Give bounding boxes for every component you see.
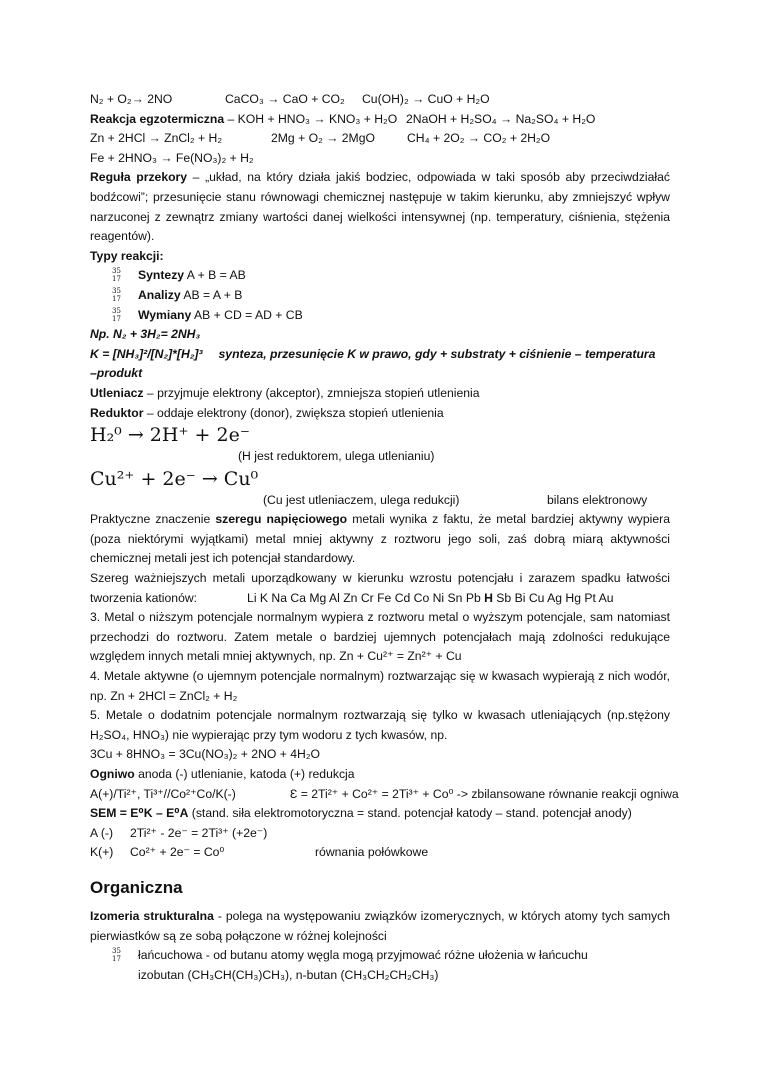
cathode-half-reaction: K(+) Co²⁺ + 2e⁻ = Co⁰ równania połówkowe [90,845,429,860]
equilibrium-constant: K = [NH₃]²/[N₂]*[H₂]³ synteza, przesunięcie K w prawo, gdy + substraty + ciśnienie – temperatura [90,346,656,361]
list-item: 35 17 Wymiany AB + CD = AD + CB [90,306,670,326]
sem-definition: SEM = E⁰K – E⁰A (stand. siła elektromotoryczna = stand. potencjał katody – stand. potencjał anody) [90,806,632,821]
equation: Fe + 2HNO₃ → Fe(NO₃)₂ + H₂ [90,150,254,165]
cell-scheme: A(+)/Ti²⁺, Ti³⁺//Co²⁺Co/K(-) Ɛ = 2Ti²⁺ + Co²⁺ = 2Ti³⁺ + Co⁰ -> zbilansowane równanie reakcji ogniwa [90,786,679,801]
cell-definition: Ogniwo anoda (-) utlenianie, katoda (+) redukcja [90,767,355,781]
bullet-icon: 35 17 [112,306,121,323]
equations-row-1 [90,90,670,110]
equation: 2Mg + O₂ → 2MgO [271,131,375,146]
equation: 2NaOH + H₂SO₄ → Na₂SO₄ + H₂O [406,111,596,126]
bullet-icon: 35 17 [112,947,121,964]
series-paragraph-2: Szereg ważniejszych metali uporządkowany w kierunku wzrostu potencjału i zarazem spadku łatwości tworzenia kationów: Li K Na Ca Mg Al Zn Cr Fe Cd Co Ni Sn Pb H Sb Bi Cu Ag Hg Pt Au [90,571,670,605]
document-page [90,90,679,985]
series-paragraph-5: 5. Metale o dodatnim potencjale normalnym roztwarzają się tylko w kwasach utleniających (np.stężony H₂SO₄, HNO₃) nie wypierając przy tym wodoru z tych kwasów, np. [90,708,670,742]
section-heading: Organiczna [90,877,183,897]
half-reaction-2: Cu²⁺ + 2e⁻ → Cu⁰ [90,467,259,490]
equation: CaCO₃ → CaO + CO₂ [225,92,345,106]
half-reaction-1-note: (H jest reduktorem, ulega utlenianiu) [238,449,435,464]
list-item: 35 17 Analizy AB = A + B [90,286,670,306]
reducer-definition: Reduktor – oddaje elektrony (donor), zwiększa stopień utlenienia [90,405,444,420]
half-reaction-1: H₂⁰ → 2H⁺ + 2e⁻ [90,424,250,447]
equation: – KOH + HNO₃ → KNO₃ + H₂O [224,111,398,126]
equations-row-4 [90,149,670,169]
series-equation: 3Cu + 8HNO₃ = 3Cu(NO₃)₂ + 2NO + 4H₂O [90,747,321,762]
types-heading: Typy reakcji: [90,248,164,263]
equation: Zn + 2HCl → ZnCl₂ + H₂ [90,131,223,146]
list-item: 35 17 Syntezy A + B = AB [90,266,670,286]
bullet-icon: 35 17 [112,267,121,284]
rule-paragraph [90,168,670,246]
series-paragraph-3: 3. Metal o niższym potencjale normalnym wypiera z roztworu metal o wyższym potencjale, sam natomiast przechodzi do roztworu. Zatem metale o bardziej ujemnych potencjałach mają zdolności redukujące względem innych metali mniej aktywnych, np. Zn + Cu²⁺ = Zn²⁺ + Cu [90,610,670,664]
anode-half-reaction: A (-) 2Ti²⁺ - 2e⁻ = 2Ti³⁺ (+2e⁻) [90,825,268,840]
oxidizer-definition: Utleniacz – przyjmuje elektrony (akceptor), zmniejsza stopień utlenienia [90,385,480,400]
chain-example: izobutan (CH₃CH(CH₃)CH₃), n-butan (CH₃CH₂CH₂CH₃) [138,967,439,982]
series-paragraph-4: 4. Metale aktywne (o ujemnym potencjale normalnym) roztwarzając się w kwasach wypierają z nich wodór, np. Zn + 2HCl = ZnCl₂ + H₂ [90,669,670,703]
example-np: Np. N₂ + 3H₂= 2NH₃ [90,327,201,342]
equations-row-3 [90,129,670,149]
equations-row-2 [90,110,670,130]
term-label: Reguła przekory [90,170,188,185]
series-paragraph-1: Praktyczne znaczenie szeregu napięciowego metali wynika z faktu, że metal bardziej aktywny wypiera (poza niektórymi wyjątkami) metal mniej aktywny z roztworu jego soli, zaś dobrą miarą aktywności chemicznej metali jest ich potencjał standardowy. [90,512,670,566]
example-note: –produkt [90,366,143,381]
equation: N₂ + O₂→ 2NO [90,92,173,106]
half-reaction-2-note: (Cu jest utleniaczem, ulega redukcji) bilans elektronowy [263,492,648,507]
equation: CH₄ + 2O₂ → CO₂ + 2H₂O [407,131,551,146]
equation: Cu(OH)₂ → CuO + H₂O [362,92,490,106]
paragraph-text: – „układ, na który działa jakiś bodziec, odpowiada w taki sposób aby przeciwdziałać bodźcowi”; przesunięcie stanu równowagi chemicznej następuje w takim kierunku, aby zmniejszyć wpływ narzuconej z zewnątrz zmiany wartości danej wielkości intensywnej (np. temperatury, ciśnienia, stężenia reagentów). [90,170,670,244]
isomerism-paragraph: Izomeria strukturalna - polega na występowaniu związków izomerycznych, w których atomy tych samych pierwiastków są ze sobą połączone w różnej kolejności [90,908,670,943]
bullet-icon: 35 17 [112,286,121,303]
term-label: Reakcja egzotermiczna [90,111,225,126]
list-item: 35 17 łańcuchowa - od butanu atomy węgla mogą przyjmować różne ułożenia w łańcuchu [90,946,670,966]
